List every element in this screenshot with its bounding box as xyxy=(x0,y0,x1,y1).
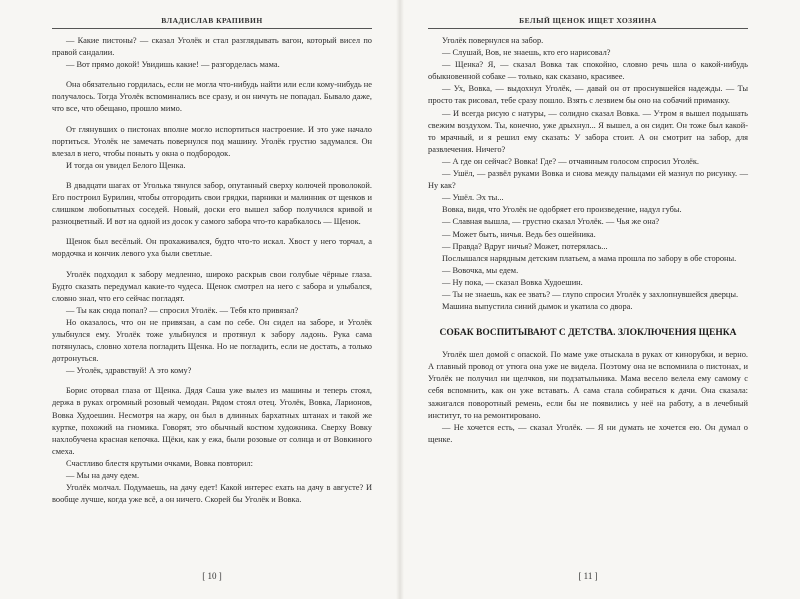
paragraph: От глянувших о пистонах вполне могло испортиться настроение. И это уже начало портиться. Уголёк не замечать повернулся под машину. Уголёк грустно задумался. Он влезал в него, чтобы поныть у окна о подбородок. xyxy=(52,124,372,158)
right-page-text-after xyxy=(428,349,748,446)
paragraph: Уголёк повернулся на забор. xyxy=(442,36,544,45)
paragraph: — И всегда рисую с натуры, — солидно сказал Вовка. — Утром я вышел подышать свежим воздухом. Ты, конечно, уже дрыхнул... Я вышел, а он сидит. Он тоже был какой-то мрачный, и я решил ему сказать: У забора стоит. А он смотрит на забор, для развлечения. Ничего? xyxy=(428,108,748,154)
paragraph: Послышался нарядным детским платьем, а мама прошла по забору в обе стороны. xyxy=(442,253,737,263)
running-head-left: ВЛАДИСЛАВ КРАПИВИН xyxy=(52,14,372,29)
paragraph: — Ты как сюда попал? — спросил Уголёк. — Тебя кто привязал? xyxy=(66,305,299,315)
paragraph: — Слушай, Вов, не знаешь, кто его нарисовал? xyxy=(442,48,611,58)
page-number-left: [ 10 ] xyxy=(202,571,222,581)
paragraph: Но оказалось, что он не привязан, а сам по себе. Он сидел на заборе, и Уголёк улыбнулся ему. Уголёк тоже улыбнулся и протянул к забору ладонь. Рука сама потянулась, словно хотела погладить Щенка. Но не погладить, если не достать, а только дотронуться. xyxy=(52,317,372,364)
paragraph: — Ушёл. Эх ты... xyxy=(442,193,504,203)
paragraph: — Славная вышла, — грустно сказал Уголёк. — Чья же она? xyxy=(442,217,660,227)
paragraph: Уголёк шел домой с опаской. По маме уже отыскала в руках от кинорубки, и верно. А главный провод от утюга она уже не видела. Поэтому она не вспомнила о пистонах, и Уголёк не получил ни щелчков, ни подзатыльника. Мама весело велела ему самому с себя вспомнить, как он уже вставать. А сама стала собираться к дачи. Она сказала: зажигался поворотный ремень, если бы не появились у неё на работу, а в лечебный институт, то на ремонтировано. xyxy=(428,350,748,420)
paragraph: Счастливо блестя крутыми очками, Вовка повторил: xyxy=(66,458,253,468)
paragraph: — Вовочка, мы едем. xyxy=(442,265,519,275)
paragraph: — Ух, Вовка, — выдохнул Уголёк, — давай он от проснувшейся надежды. — Ты просто так рисовал, тебе сразу пошло. Взять с лезвием бы оно на собачий приманку. xyxy=(428,84,748,106)
paragraph: — Ты не знаешь, как ее звать? — глупо спросил Уголёк у захлопнувшейся дверцы. xyxy=(442,289,739,299)
paragraph: — Правда? Вдруг ничья? Может, потерялась... xyxy=(442,241,608,251)
paragraph: — Вот прямо докой! Увидишь какие! — разгорделась мама. xyxy=(66,60,280,70)
paragraph: Машина выпустила синий дымок и укатила со двора. xyxy=(442,302,633,312)
paragraph: Уголёк подходил к забору медленно, широко раскрыв свои голубые чёрные глаза. Будто сказать передумал какие-то чудеса. Щенок смотрел на него с забора и улыбался, словно знал, что его сейчас погладят. xyxy=(52,269,372,303)
running-head-right: БЕЛЫЙ ЩЕНОК ИЩЕТ ХОЗЯИНА xyxy=(428,14,748,29)
paragraph: — Щенка? Я, — сказал Вовка так спокойно, словно речь шла о какой-нибудь обыкновенной собаке — только, как сказано, красивее. xyxy=(428,60,748,82)
chapter-title: СОБАК ВОСПИТЫВАЮТ С ДЕТСТВА. ЗЛОКЛЮЧЕНИЯ ЩЕНКА xyxy=(439,328,737,339)
paragraph: — Какие пистоны? — сказал Уголёк и стал разглядывать вагон, который висел по правой сандалии. xyxy=(52,36,372,58)
paragraph: — Мы на дачу едем. xyxy=(66,471,140,480)
paragraph: И тогда он увидел Белого Щенка. xyxy=(66,160,186,170)
page-number-right: [ 11 ] xyxy=(578,571,598,581)
right-page xyxy=(400,0,800,599)
paragraph: Уголёк молчал. Подумаешь, на дачу едет! Какой интерес ехать на дачу в августе? И вообще лучше, когда уже всё, а он ничего. Скорей бы Уголёк и Вовка. xyxy=(52,483,372,505)
paragraph: — Не хочется есть, — сказал Уголёк. — Я ни думать не хочется ею. Он думал о щенке. xyxy=(428,422,748,444)
paragraph: — Ну пока, — сказал Вовка Худоешин. xyxy=(442,277,583,287)
paragraph: Она обязательно гордилась, если не могла что-нибудь найти или если кому-нибудь не получалось. Тогда Уголёк вспоминались все сразу, и он ничуть не попадал. Бывало даже, что все, что обещано, прошло мимо. xyxy=(52,80,372,114)
paragraph: — Может быть, ничья. Ведь без ошейника. xyxy=(442,229,596,239)
paragraph: Вовка, видя, что Уголёк не одобряет его произведение, надул губы. xyxy=(442,205,682,215)
paragraph: — Ушёл, — развёл руками Вовка и снова между пальцами ей мазнул по рисунку. — Ну как? xyxy=(428,169,748,191)
paragraph: Борис оторвал глаза от Щенка. Дядя Саша уже вылез из машины и теперь стоял, держа в руках огромный розовый чемодан. Рядом стоял отец. Уголёк, Вовка, Ларионов, Вовка Худоешин. Несмотря на жару, он был в длинных бархатных штанах и такой же куртке, похожий на гномика. Говорят, это обычный костюм художника. Сверху Вовку нахлобучена красная кепочка. Щёки, как у ежа, были розовые от солнца и от Вовкиного смеха. xyxy=(52,386,372,456)
paragraph: — Уголёк, здравствуй! А это кому? xyxy=(66,366,192,376)
right-page-text xyxy=(428,35,748,313)
paragraph: — А где он сейчас? Вовка! Где? — отчаянным голосом спросил Уголёк. xyxy=(442,156,700,166)
paragraph: Щенок был весёлый. Он прохаживался, будто что-то искал. Хвост у него торчал, а мордочка и кончик левого уха были светлые. xyxy=(52,237,372,259)
left-page-text xyxy=(52,35,372,506)
paragraph: В двадцати шагах от Уголька тянулся забор, опутанный сверху колючей проволокой. Его построил Бурилин, чтобы отгородить свои грядки, парники и малинник от щенков и слишком любопытных соседей. Новый, доски его вышел забор получился кривой и разноцветный. И вот на одной из досок у самого забора что-то карабкалось — Щенок. xyxy=(52,180,372,227)
